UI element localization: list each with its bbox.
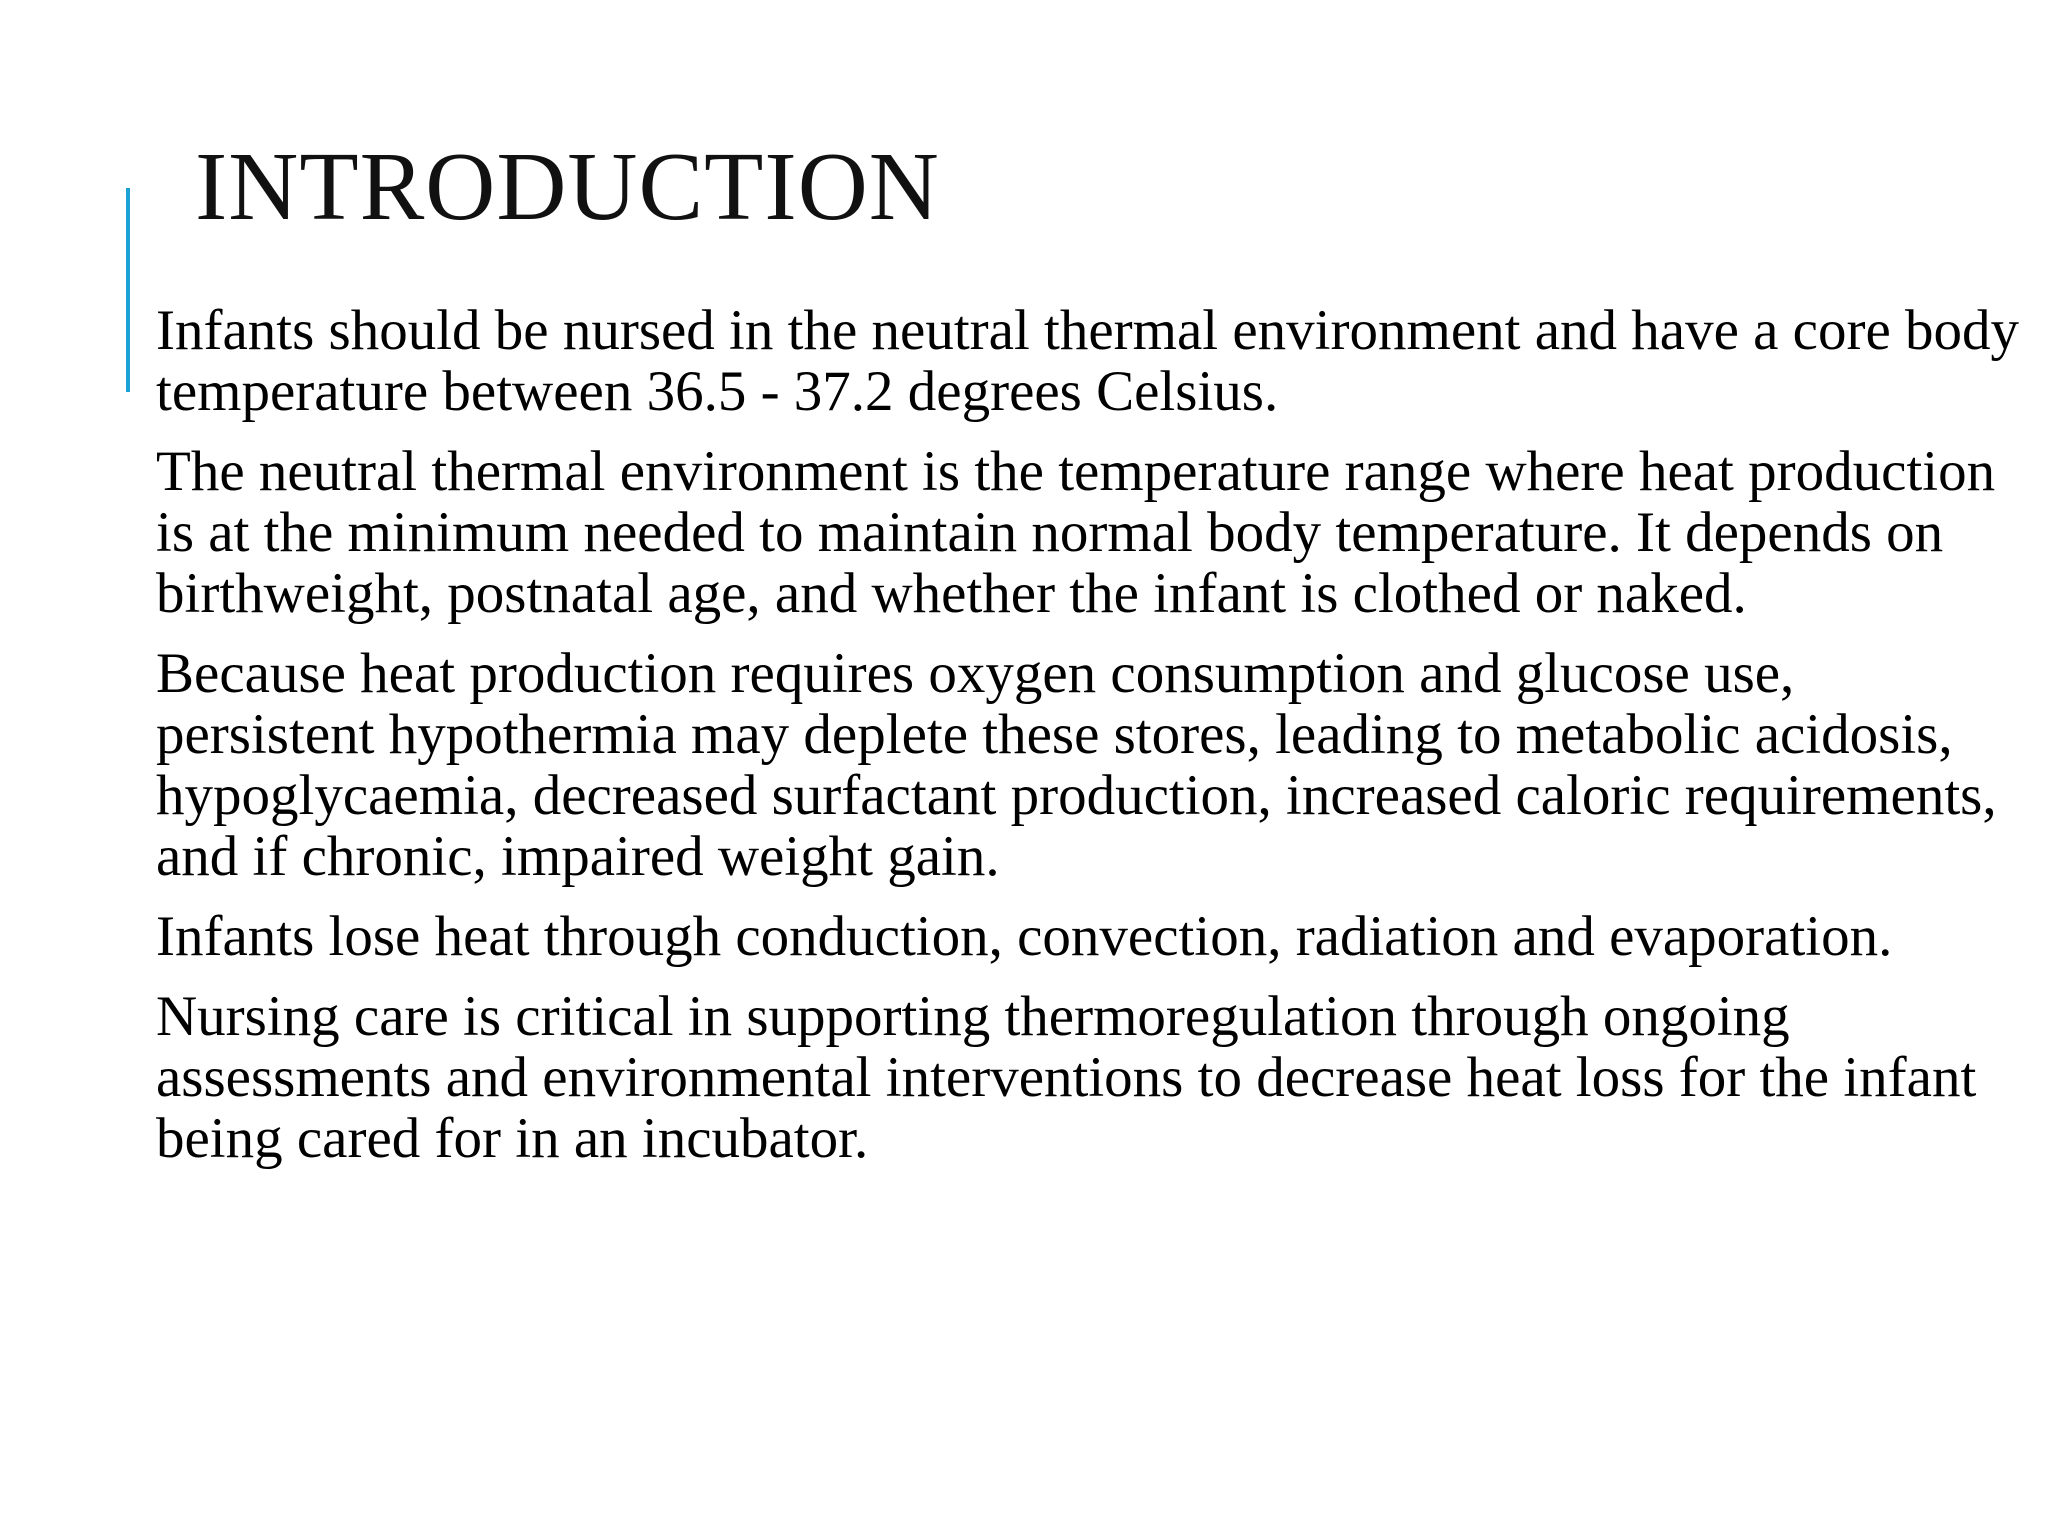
paragraph-neutral-thermal-intro: Infants should be nursed in the neutral thermal environment and have a core body temperature between 36.5 - 37.2 degrees Celsius. xyxy=(156,299,2019,423)
paragraph-heat-loss-mechanisms: Infants lose heat through conduction, convection, radiation and evaporation. xyxy=(156,905,1893,968)
paragraph-neutral-thermal-definition: The neutral thermal environment is the temperature range where heat production is at the minimum needed to maintain normal body temperature. It depends on birthweight, postnatal age, and whether the infant is clothed or naked. xyxy=(156,440,1996,625)
title-accent-bar xyxy=(126,188,130,392)
slide-title: INTRODUCTION xyxy=(195,133,940,240)
slide-body xyxy=(156,300,2026,1188)
paragraph-hypothermia-effects: Because heat production requires oxygen consumption and glucose use, persistent hypothermia may deplete these stores, leading to metabolic acidosis, hypoglycaemia, decreased surfactant production, increased caloric requirements, and if chronic, impaired weight gain. xyxy=(156,642,1997,888)
paragraph-nursing-care: Nursing care is critical in supporting thermoregulation through ongoing assessments and environmental interventions to decrease heat loss for the infant being cared for in an incubator. xyxy=(156,985,1977,1170)
